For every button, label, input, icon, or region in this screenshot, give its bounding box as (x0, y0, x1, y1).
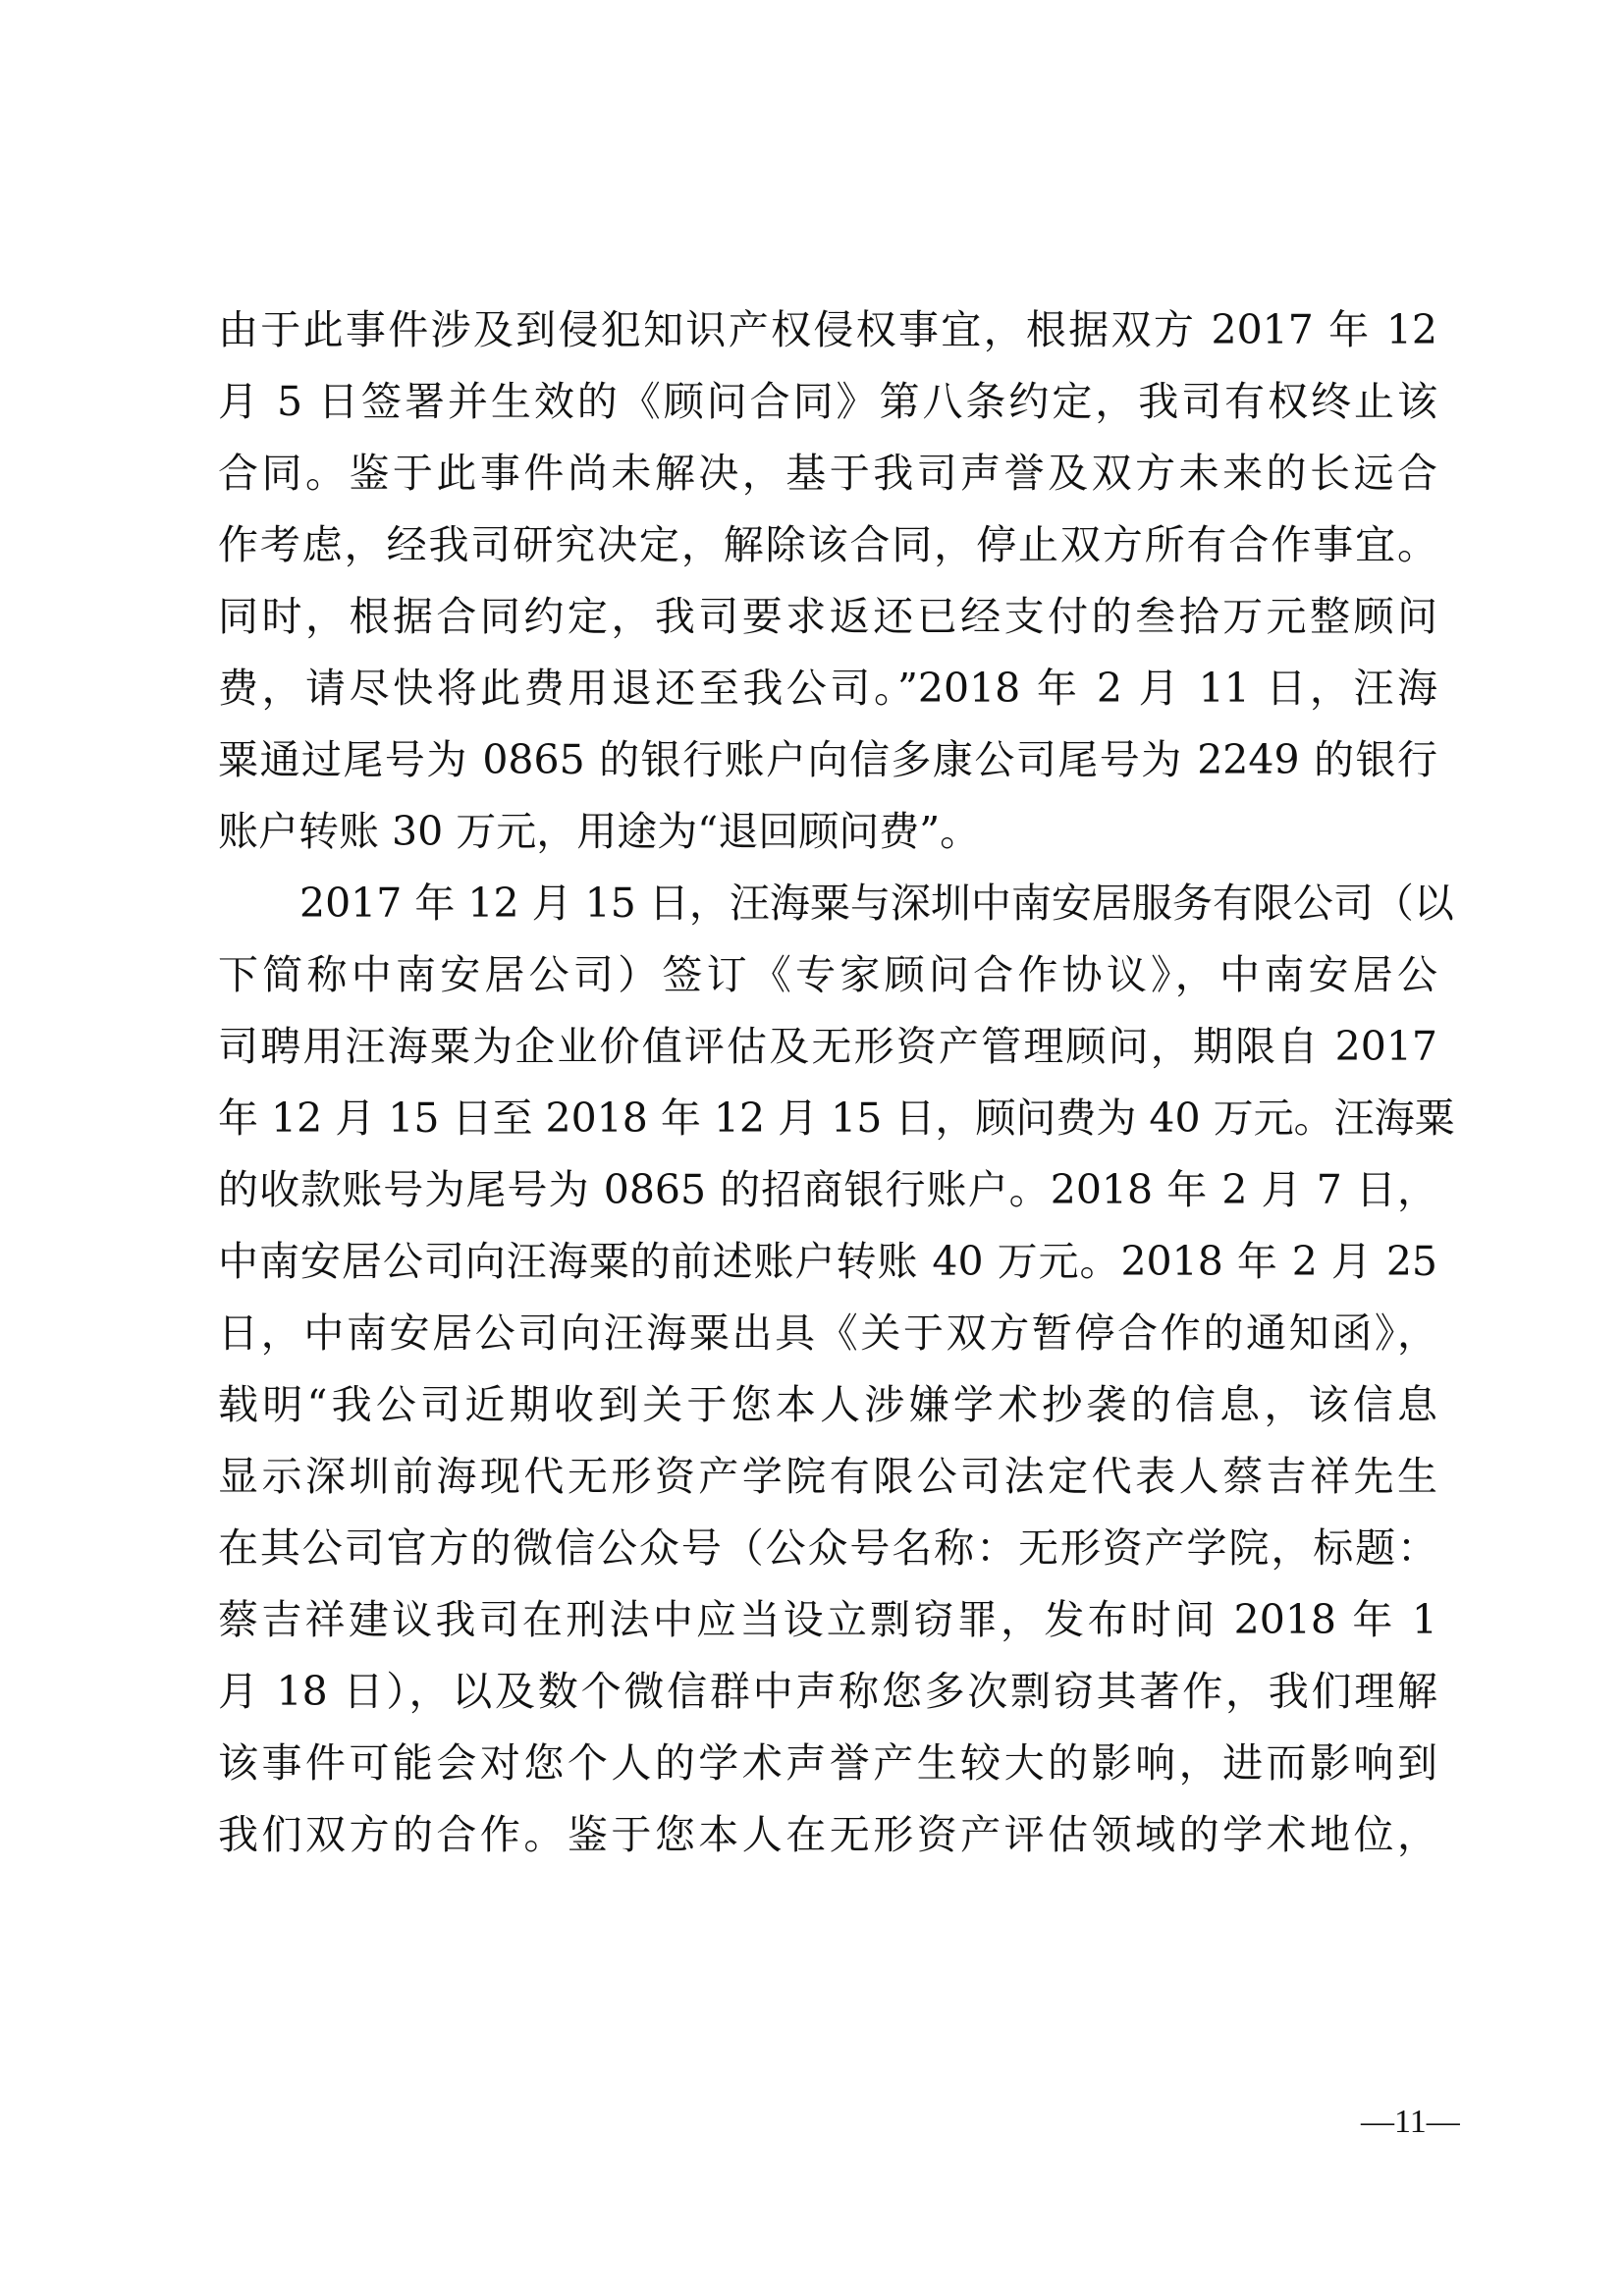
text-line: 中南安居公司向汪海粟的前述账户转账 40 万元。2018 年 2 月 25 (218, 1238, 1437, 1285)
text-line: 粟通过尾号为 0865 的银行账户向信多康公司尾号为 2249 的银行 (218, 736, 1437, 783)
text-line: 合同。鉴于此事件尚未解决，基于我司声誉及双方未来的长远合 (218, 450, 1437, 497)
page-number: —11— (1361, 2104, 1460, 2140)
text-line: 司聘用汪海粟为企业价值评估及无形资产管理顾问，期限自 2017 (218, 1023, 1437, 1070)
text-line: 年 12 月 15 日至 2018 年 12 月 15 日，顾问费为 40 万元。汪海粟 (218, 1095, 1455, 1142)
text-line: 下简称中南安居公司）签订《专家顾问合作协议》，中南安居公 (218, 951, 1437, 998)
paragraph-2 (218, 868, 1455, 1871)
text-line: 蔡吉祥建议我司在刑法中应当设立剽窃罪，发布时间 2018 年 1 (218, 1596, 1437, 1643)
text-line: 的收款账号为尾号为 0865 的招商银行账户。2018 年 2 月 7 日， (218, 1166, 1437, 1213)
text-line: 月 18 日），以及数个微信群中声称您多次剽窃其著作，我们理解 (218, 1668, 1437, 1715)
text-line: 月 5 日签署并生效的《顾问合同》第八条约定，我司有权终止该 (218, 378, 1437, 425)
text-line: 显示深圳前海现代无形资产学院有限公司法定代表人蔡吉祥先生 (218, 1453, 1437, 1500)
text-line: 账户转账 30 万元，用途为“退回顾问费”。 (218, 808, 981, 855)
text-line: 作考虑，经我司研究决定，解除该合同，停止双方所有合作事宜。 (218, 521, 1437, 568)
paragraph-1 (218, 294, 1437, 868)
document-body (218, 294, 1455, 1871)
text-line: 在其公司官方的微信公众号（公众号名称：无形资产学院，标题： (218, 1524, 1437, 1572)
text-line: 该事件可能会对您个人的学术声誉产生较大的影响，进而影响到 (218, 1739, 1437, 1787)
text-line: 我们双方的合作。鉴于您本人在无形资产评估领域的学术地位， (218, 1811, 1437, 1858)
text-line: 由于此事件涉及到侵犯知识产权侵权事宜，根据双方 2017 年 12 (218, 306, 1437, 353)
text-line: 同时，根据合同约定，我司要求返还已经支付的叁拾万元整顾问 (218, 593, 1437, 640)
text-line: 载明“我公司近期收到关于您本人涉嫌学术抄袭的信息，该信息 (218, 1381, 1437, 1428)
text-line: 费，请尽快将此费用退还至我公司。”2018 年 2 月 11 日，汪海 (218, 665, 1437, 712)
text-line: 日，中南安居公司向汪海粟出具《关于双方暂停合作的通知函》， (218, 1309, 1437, 1357)
text-line: 2017 年 12 月 15 日，汪海粟与深圳中南安居服务有限公司（以 (299, 880, 1454, 927)
